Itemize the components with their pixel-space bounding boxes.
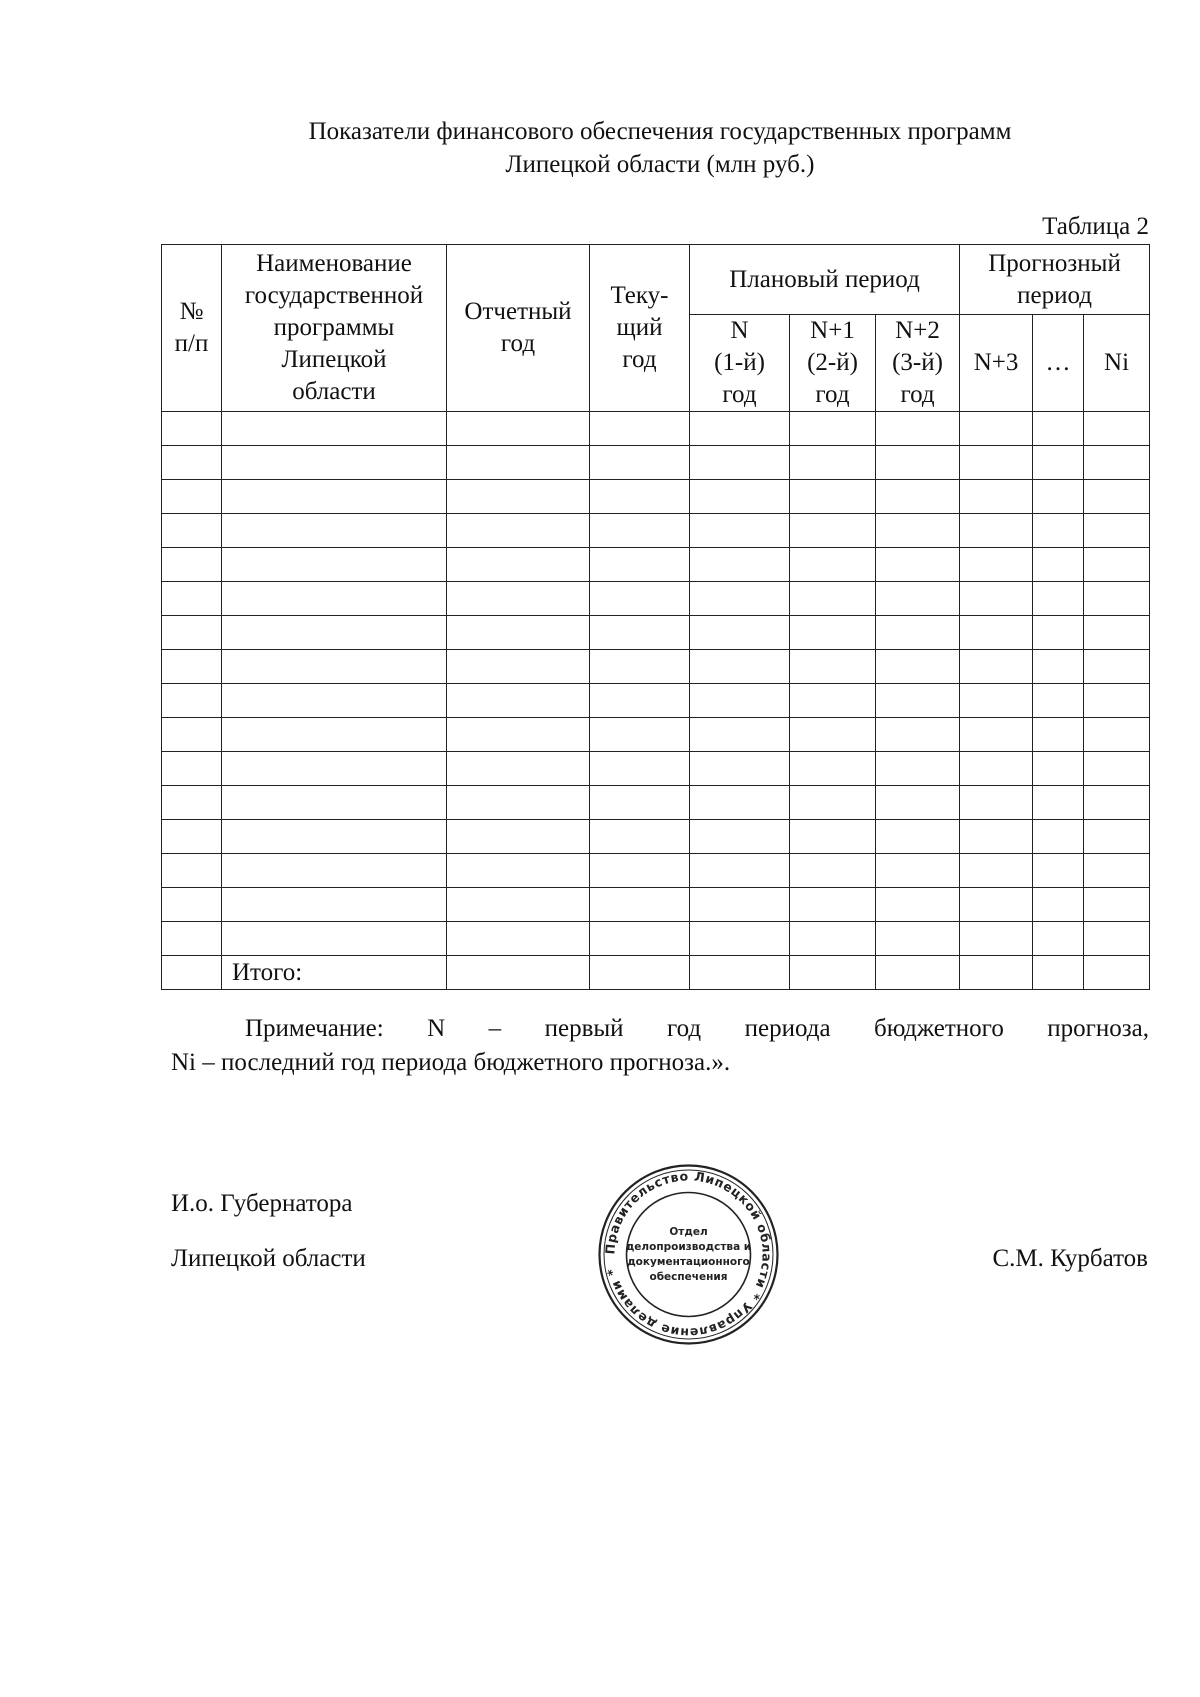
table-cell (1033, 820, 1084, 854)
header-number (162, 245, 222, 412)
table-cell (690, 650, 790, 684)
table-cell (590, 922, 690, 956)
table-cell (1084, 616, 1150, 650)
header-line: программы (273, 314, 395, 341)
table-cell (1033, 684, 1084, 718)
header-n3: N+3 (960, 315, 1033, 412)
table-row (162, 820, 1150, 854)
table-cell (222, 684, 447, 718)
table-cell (590, 752, 690, 786)
table-cell (222, 752, 447, 786)
table-cell (447, 718, 590, 752)
table-cell (1084, 820, 1150, 854)
table-cell (222, 412, 447, 446)
table-cell (960, 854, 1033, 888)
table-cell (1033, 786, 1084, 820)
table-cell (1084, 412, 1150, 446)
table-cell (590, 480, 690, 514)
header-line: год (722, 381, 757, 408)
table-cell (1084, 480, 1150, 514)
table-cell (690, 922, 790, 956)
table-cell (790, 412, 876, 446)
table-cell (876, 820, 960, 854)
table-cell (222, 854, 447, 888)
table-row (162, 480, 1150, 514)
svg-text:Отдел: Отдел (669, 1226, 708, 1238)
table-row (162, 786, 1150, 820)
table-note (171, 1012, 1149, 1080)
table-cell (1033, 548, 1084, 582)
table-cell (876, 480, 960, 514)
table-cell (960, 786, 1033, 820)
table-cell (960, 446, 1033, 480)
table-cell (876, 922, 960, 956)
table-cell (690, 718, 790, 752)
table-cell (1033, 582, 1084, 616)
table-cell (162, 412, 222, 446)
table-row (162, 446, 1150, 480)
header-program-name (222, 245, 447, 412)
table-cell (876, 514, 960, 548)
table-cell (1033, 514, 1084, 548)
table-cell (790, 548, 876, 582)
table-cell (876, 548, 960, 582)
table-cell (1033, 956, 1084, 990)
table-cell (222, 548, 447, 582)
total-row (162, 956, 1150, 990)
table-cell (690, 446, 790, 480)
header-line: год (500, 330, 536, 357)
table-cell (1084, 650, 1150, 684)
table-cell (960, 514, 1033, 548)
table-cell (790, 684, 876, 718)
table-cell (447, 412, 590, 446)
table-cell (1084, 684, 1150, 718)
table-cell (447, 480, 590, 514)
total-label: Итого: (222, 956, 447, 990)
table-cell (162, 548, 222, 582)
table-cell (1033, 480, 1084, 514)
table-cell (960, 922, 1033, 956)
table-row (162, 412, 1150, 446)
table-cell (222, 616, 447, 650)
table-row (162, 718, 1150, 752)
table-cell (222, 446, 447, 480)
header-line: государственной (244, 282, 424, 309)
table-cell (1084, 956, 1150, 990)
table-cell (447, 854, 590, 888)
header-planned-period: Плановый период (690, 245, 960, 315)
header-line: год (622, 346, 657, 373)
table-cell (222, 888, 447, 922)
table-cell (876, 412, 960, 446)
table-cell (222, 480, 447, 514)
table-cell (960, 582, 1033, 616)
table-row (162, 752, 1150, 786)
header-n1 (790, 315, 876, 412)
table-cell (690, 616, 790, 650)
table-cell (690, 888, 790, 922)
table-cell (162, 514, 222, 548)
table-cell (790, 922, 876, 956)
table-cell (1084, 752, 1150, 786)
table-cell (690, 582, 790, 616)
header-n2 (876, 315, 960, 412)
svg-text:документационного: документационного (627, 1256, 750, 1268)
table-cell (690, 480, 790, 514)
table-row (162, 922, 1150, 956)
table-cell (790, 752, 876, 786)
table-cell (1084, 854, 1150, 888)
table-cell (876, 446, 960, 480)
signatory-position-line-2: Липецкой области (171, 1245, 366, 1272)
table-cell (162, 616, 222, 650)
table-row (162, 684, 1150, 718)
table-cell (690, 412, 790, 446)
table-cell (876, 854, 960, 888)
signatory-name: С.М. Курбатов (992, 1245, 1148, 1272)
table-cell (1033, 854, 1084, 888)
table-cell (447, 956, 590, 990)
table-cell (1033, 752, 1084, 786)
table-cell (690, 854, 790, 888)
header-number-line: п/п (174, 330, 209, 357)
table-cell (790, 718, 876, 752)
table-cell (222, 922, 447, 956)
table-cell (590, 412, 690, 446)
table-cell (222, 718, 447, 752)
table-cell (960, 684, 1033, 718)
table-row (162, 888, 1150, 922)
table-cell (590, 548, 690, 582)
table-cell (960, 718, 1033, 752)
header-line: Теку- (610, 282, 669, 309)
table-cell (690, 956, 790, 990)
table-cell (162, 854, 222, 888)
table-cell (447, 446, 590, 480)
table-cell (162, 752, 222, 786)
table-cell (162, 786, 222, 820)
table-cell (590, 684, 690, 718)
table-cell (447, 650, 590, 684)
table-cell (1033, 446, 1084, 480)
table-cell (222, 820, 447, 854)
table-cell (876, 956, 960, 990)
table-cell (447, 786, 590, 820)
table-cell (1084, 446, 1150, 480)
table-cell (690, 548, 790, 582)
header-line: (1-й) (714, 349, 765, 376)
table-cell (162, 480, 222, 514)
table-cell (1084, 786, 1150, 820)
svg-text:делопроизводства и: делопроизводства и (625, 1241, 752, 1253)
header-ellipsis: … (1033, 315, 1084, 412)
header-line: N+1 (810, 317, 855, 344)
note-line-2: Ni – последний год периода бюджетного прогноза.». (171, 1049, 731, 1076)
table-cell (162, 718, 222, 752)
table-cell (960, 548, 1033, 582)
table-row (162, 582, 1150, 616)
table-cell (590, 582, 690, 616)
table-cell (590, 616, 690, 650)
header-line: Наименование (256, 250, 412, 277)
table-row (162, 854, 1150, 888)
table-cell (960, 650, 1033, 684)
table-cell (960, 412, 1033, 446)
table-cell (790, 446, 876, 480)
table-cell (162, 582, 222, 616)
table-cell (447, 582, 590, 616)
table-cell (960, 888, 1033, 922)
header-line: Прогнозный (988, 249, 1121, 277)
svg-text:обеспечения: обеспечения (649, 1271, 728, 1283)
table-cell (960, 820, 1033, 854)
table-cell (162, 650, 222, 684)
table-cell (790, 514, 876, 548)
table-cell (690, 820, 790, 854)
table-cell (1084, 922, 1150, 956)
document-title (160, 115, 1160, 181)
table-cell (1033, 650, 1084, 684)
official-seal-stamp (596, 1162, 781, 1347)
table-cell (447, 684, 590, 718)
header-reporting-year (447, 245, 590, 412)
table-cell (1084, 548, 1150, 582)
table-cell (690, 684, 790, 718)
table-cell (790, 820, 876, 854)
table-cell (222, 786, 447, 820)
header-line: период (1017, 281, 1092, 309)
table-cell (590, 446, 690, 480)
table-cell (162, 888, 222, 922)
table-cell (790, 616, 876, 650)
header-line: Липецкой (281, 346, 387, 373)
table-cell (876, 888, 960, 922)
table-cell (960, 752, 1033, 786)
table-cell (876, 786, 960, 820)
table-cell (590, 888, 690, 922)
table-cell (1084, 514, 1150, 548)
table-cell (790, 888, 876, 922)
table-row (162, 650, 1150, 684)
signatory-position-line-1: И.о. Губернатора (171, 1190, 353, 1217)
table-cell (447, 820, 590, 854)
table-cell (790, 786, 876, 820)
table-row (162, 616, 1150, 650)
header-number-line: № (179, 298, 204, 325)
table-cell (690, 514, 790, 548)
table-cell (590, 650, 690, 684)
table-body (162, 412, 1150, 990)
table-cell (790, 956, 876, 990)
table-row (162, 548, 1150, 582)
header-line: год (815, 381, 850, 408)
header-line: щий (616, 314, 663, 341)
table-cell (162, 956, 222, 990)
table-cell (222, 582, 447, 616)
table-cell (960, 616, 1033, 650)
title-line-2: Липецкой области (млн руб.) (505, 151, 815, 178)
table-cell (790, 582, 876, 616)
table-cell (447, 616, 590, 650)
table-cell (690, 786, 790, 820)
table-cell (1084, 718, 1150, 752)
table-caption: Таблица 2 (1042, 213, 1149, 240)
table-cell (1033, 412, 1084, 446)
table-cell (1033, 922, 1084, 956)
table-cell (162, 922, 222, 956)
header-line: (2-й) (807, 349, 858, 376)
table-cell (690, 752, 790, 786)
table-cell (590, 854, 690, 888)
title-line-1: Показатели финансового обеспечения государственных программ (308, 118, 1012, 145)
table-cell (876, 616, 960, 650)
table-cell (790, 650, 876, 684)
table-cell (876, 650, 960, 684)
header-line: год (900, 381, 935, 408)
table-cell (876, 582, 960, 616)
note-line-1: Примечание: N – первый год периода бюджетного прогноза, (245, 1015, 1149, 1042)
table-cell (876, 718, 960, 752)
table-cell (960, 956, 1033, 990)
table-cell (590, 786, 690, 820)
header-ni: Ni (1084, 315, 1150, 412)
table-cell (447, 922, 590, 956)
table-cell (447, 752, 590, 786)
header-forecast-period (960, 245, 1150, 315)
header-line: (3-й) (892, 349, 943, 376)
table-cell (590, 956, 690, 990)
table-cell (876, 752, 960, 786)
table-cell (447, 888, 590, 922)
table-cell (222, 514, 447, 548)
table-cell (1084, 582, 1150, 616)
table-cell (590, 820, 690, 854)
table-cell (790, 480, 876, 514)
table-cell (447, 514, 590, 548)
header-line: N (730, 317, 749, 344)
table-cell (790, 854, 876, 888)
table-cell (590, 718, 690, 752)
header-line: Отчетный (464, 298, 572, 325)
table-cell (590, 514, 690, 548)
table-cell (162, 820, 222, 854)
header-current-year (590, 245, 690, 412)
table-cell (222, 650, 447, 684)
table-cell (162, 684, 222, 718)
table-cell (876, 684, 960, 718)
table-cell (1033, 616, 1084, 650)
table-cell (1033, 718, 1084, 752)
table-cell (1084, 888, 1150, 922)
header-line: области (292, 378, 376, 405)
table-row (162, 514, 1150, 548)
header-line: N+2 (895, 317, 940, 344)
table-cell (162, 446, 222, 480)
header-n (690, 315, 790, 412)
table-cell (960, 480, 1033, 514)
svg-text:Правительство Липецкой области: Правительство Липецкой области * Управление делами * (602, 1168, 775, 1341)
table-cell (1033, 888, 1084, 922)
financing-table (161, 244, 1150, 990)
table-cell (447, 548, 590, 582)
